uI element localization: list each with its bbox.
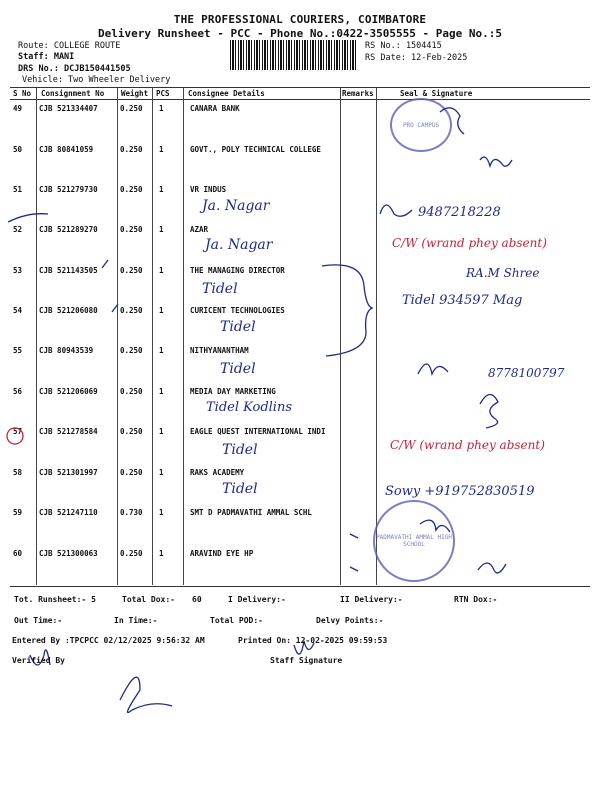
row-consignment: CJB 521334407: [39, 104, 98, 113]
bracket-stroke: [322, 265, 372, 356]
row-pcs: 1: [159, 549, 164, 558]
cw-annotation: C/W (wrand phey absent): [390, 438, 545, 452]
row-sno: 60: [13, 549, 23, 558]
cw-annotation: C/W (wrand phey absent): [392, 236, 547, 250]
row-consignment: CJB 521279730: [39, 185, 98, 194]
row-consignment: CJB 521300063: [39, 549, 98, 558]
tick-mark: [350, 534, 358, 571]
signature-mark: [380, 205, 412, 216]
handwritten-location: Tidel: [220, 361, 256, 377]
row-sno: 56: [13, 387, 23, 396]
col-pcs: PCS: [156, 89, 170, 98]
row-consignment: CJB 521289270: [39, 225, 98, 234]
row-consignee: ARAVIND EYE HP: [190, 549, 254, 558]
row-pcs: 1: [159, 427, 164, 436]
row-weight: 0.250: [120, 306, 143, 315]
row-sno: 53: [13, 266, 23, 275]
row-consignment: CJB 521301997: [39, 468, 98, 477]
staff-signature-label: Staff Signature: [270, 656, 343, 665]
row-weight: 0.250: [120, 266, 143, 275]
row-pcs: 1: [159, 185, 164, 194]
i-delivery: I Delivery:-: [228, 595, 286, 604]
row-pcs: 1: [159, 306, 164, 315]
handwritten-location: Tidel: [202, 281, 238, 297]
row-consignment: CJB 521247110: [39, 508, 98, 517]
row-weight: 0.250: [120, 104, 143, 113]
col-sno: S No: [13, 89, 32, 98]
drs-label: DRS No.: DCJB150441505: [18, 64, 131, 74]
row-pcs: 1: [159, 346, 164, 355]
signature-mark: [420, 520, 450, 532]
vehicle-label: Vehicle: Two Wheeler Delivery: [22, 75, 171, 85]
row-consignee: EAGLE QUEST INTERNATIONAL INDI: [190, 427, 326, 436]
row-weight: 0.250: [120, 145, 143, 154]
handwritten-location: Tidel: [222, 442, 258, 458]
rtn-dox: RTN Dox:-: [454, 595, 498, 604]
row-weight: 0.730: [120, 508, 143, 517]
handwritten-location: Tidel: [220, 319, 256, 335]
row-sno: 58: [13, 468, 23, 477]
row-sno: 49: [13, 104, 23, 113]
col-consignee: Consignee Details: [188, 89, 265, 98]
row-weight: 0.250: [120, 468, 143, 477]
out-time: Out Time:-: [14, 616, 63, 625]
company-title: THE PROFESSIONAL COURIERS, COIMBATORE: [173, 13, 427, 26]
row-sno: 52: [13, 225, 23, 234]
row-consignee: VR INDUS: [190, 185, 227, 194]
row-pcs: 1: [159, 508, 164, 517]
row-weight: 0.250: [120, 346, 143, 355]
row-weight: 0.250: [120, 549, 143, 558]
phone-annotation: 8778100797: [488, 366, 565, 380]
row-consignee: AZAR: [190, 225, 209, 234]
row-weight: 0.250: [120, 427, 143, 436]
col-seal-signature: Seal & Signature: [400, 89, 473, 98]
signature-mark: [480, 394, 498, 428]
row-weight: 0.250: [120, 185, 143, 194]
phone-annotation: Sowy +919752830519: [385, 484, 535, 499]
row-pcs: 1: [159, 468, 164, 477]
school-stamp: PADMAVATHI AMMAL HIGH SCHOOL: [373, 500, 455, 582]
phone-annotation: Tidel 934597 Mag: [402, 293, 523, 308]
handwritten-location: Ja. Nagar: [205, 237, 273, 253]
signature-mark: [418, 364, 448, 374]
tick-mark: [102, 260, 118, 312]
col-weight: Weight: [121, 89, 149, 98]
printed-on: Printed On: 12-02-2025 09:59:53: [238, 636, 388, 645]
delvy-points: Delvy Points:-: [316, 616, 384, 625]
row-consignee: THE MANAGING DIRECTOR: [190, 266, 285, 275]
rs-number: RS No.: 1504415: [365, 41, 442, 51]
row-pcs: 1: [159, 104, 164, 113]
row-weight: 0.250: [120, 387, 143, 396]
entered-by: Entered By :TPCPCC 02/12/2025 9:56:32 AM: [12, 636, 205, 645]
row-pcs: 1: [159, 145, 164, 154]
row-pcs: 1: [159, 266, 164, 275]
handwritten-location: Tidel Kodlins: [206, 400, 293, 415]
row-consignment: CJB 521278584: [39, 427, 98, 436]
row-consignment: CJB 521206069: [39, 387, 98, 396]
circle-mark: [7, 428, 23, 444]
row-consignment: CJB 521206080: [39, 306, 98, 315]
signature-mark: [440, 108, 464, 134]
signature-mark: [478, 563, 506, 573]
total-dox-value: 60: [192, 595, 202, 604]
col-consignment: Consignment No: [41, 89, 105, 98]
in-time: In Time:-: [114, 616, 158, 625]
row-weight: 0.250: [120, 225, 143, 234]
verified-signature: [120, 677, 172, 712]
row-pcs: 1: [159, 225, 164, 234]
row-sno: 51: [13, 185, 23, 194]
handwritten-location: Tidel: [222, 481, 258, 497]
name-annotation: RA.M Shree: [466, 266, 540, 280]
row-sno: 55: [13, 346, 23, 355]
ii-delivery: II Delivery:-: [340, 595, 403, 604]
verified-by: Verified By: [12, 656, 65, 665]
total-pod: Total POD:-: [210, 616, 263, 625]
total-dox-label: Total Dox:-: [122, 595, 175, 604]
row-consignee: NITHYANANTHAM: [190, 346, 249, 355]
handwritten-location: Ja. Nagar: [202, 198, 270, 214]
row-sno: 50: [13, 145, 23, 154]
row-consignee: GOVT., POLY TECHNICAL COLLEGE: [190, 145, 321, 154]
row-consignee: MEDIA DAY MARKETING: [190, 387, 276, 396]
signature-mark: [480, 157, 512, 166]
col-remarks: Remarks: [342, 89, 374, 98]
row-consignee: CURICENT TECHNOLOGIES: [190, 306, 285, 315]
row-consignee: SMT D PADMAVATHI AMMAL SCHL: [190, 508, 312, 517]
runsheet-subtitle: Delivery Runsheet - PCC - Phone No.:0422-3505555 - Page No.:5: [98, 27, 502, 40]
row-consignee: RAKS ACADEMY: [190, 468, 245, 477]
staff-label: Staff: MANI: [18, 52, 75, 62]
phone-annotation: 9487218228: [418, 205, 501, 220]
rs-date: RS Date: 12-Feb-2025: [365, 53, 468, 63]
route-label: Route: COLLEGE ROUTE: [18, 41, 121, 51]
row-sno: 54: [13, 306, 23, 315]
tot-runsheet: Tot. Runsheet:- 5: [14, 595, 96, 604]
courier-stamp: PRO CAMPUS: [390, 98, 452, 152]
row-consignee: CANARA BANK: [190, 104, 240, 113]
row-pcs: 1: [159, 387, 164, 396]
row-consignment: CJB 80943539: [39, 346, 94, 355]
row-sno: 57: [13, 427, 23, 436]
row-sno: 59: [13, 508, 23, 517]
pen-stroke: [8, 214, 48, 222]
row-consignment: CJB 521143505: [39, 266, 98, 275]
row-consignment: CJB 80841059: [39, 145, 94, 154]
